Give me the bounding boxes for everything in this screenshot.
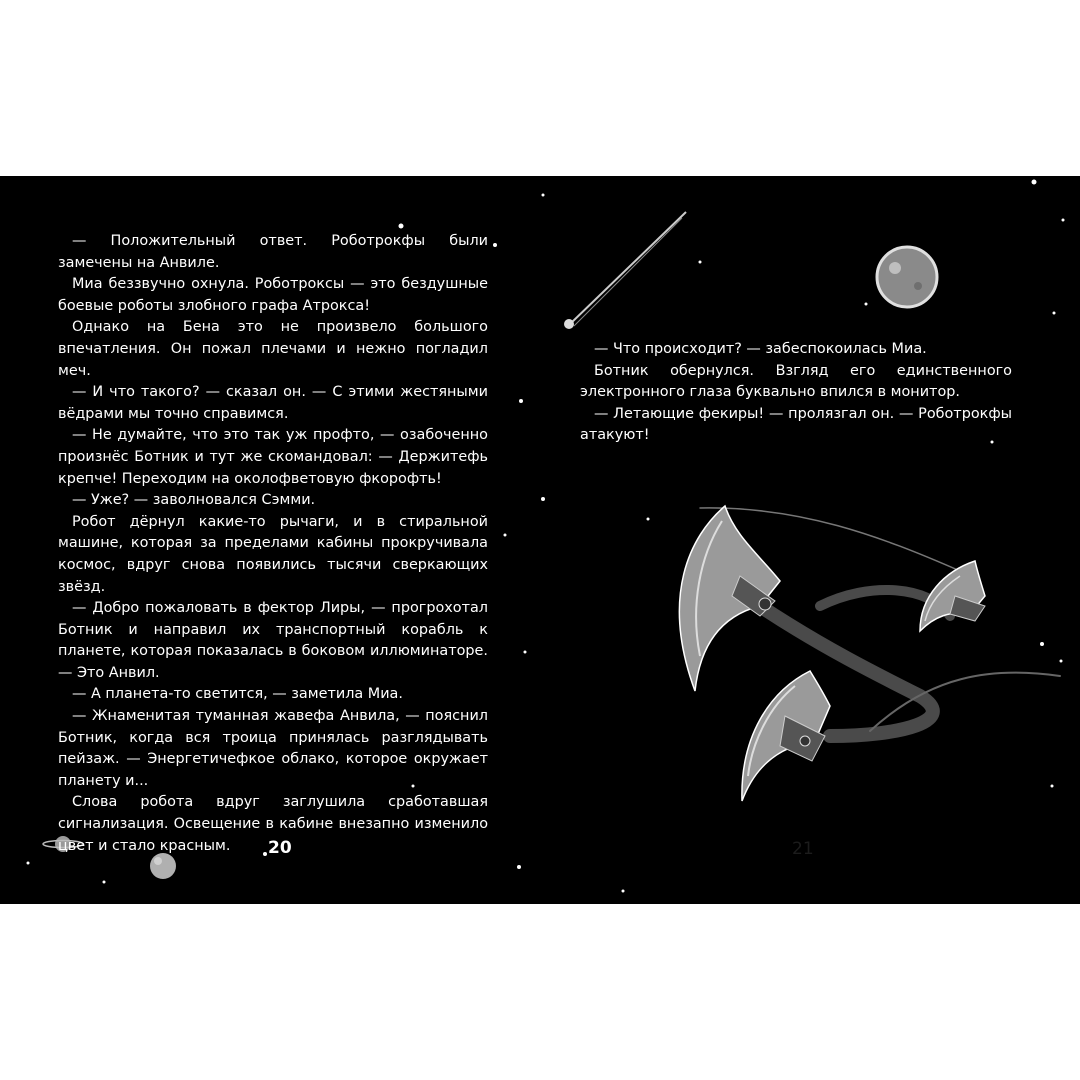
paragraph: Робот дёрнул какие-то рычаги, и в стиральной машине, которая за пределами кабины прокручивала космос, вдруг снова появились тысячи сверкающих звёзд. bbox=[58, 513, 488, 595]
paragraph: — Что происходит? — забеспокоилась Миа. bbox=[594, 341, 927, 357]
paragraph: — И что такого? — сказал он. — С этими жестяными вёдрами мы точно справимся. bbox=[58, 384, 488, 422]
paragraph: Однако на Бена это не произвело большого впечатления. Он пожал плечами и нежно погладил меч. bbox=[58, 319, 488, 379]
paragraph: — Жнаменитая туманная жавефа Анвила, — пояснил Ботник, когда вся троица принялась разглядывать пейзаж. — Энергетичефкое облако, которое окружает планету и... bbox=[58, 708, 488, 789]
paragraph: Ботник обернулся. Взгляд его единственного электронного глаза буквально впился в монитор. bbox=[580, 362, 1012, 401]
paragraph: — А планета-то светится, — заметила Миа. bbox=[72, 686, 403, 703]
paragraph: Слова робота вдруг заглушила сработавшая сигнализация. Освещение в кабине внезапно изменило цвет и стало красным. bbox=[58, 794, 488, 854]
paragraph: — Летающие фекиры! — пролязгал он. — Роботрокфы атакуют! bbox=[580, 405, 1012, 444]
book-spread bbox=[0, 176, 1080, 904]
left-page-text bbox=[58, 231, 488, 857]
paragraph: Миа беззвучно охнула. Роботроксы — это бездушные боевые роботы злобного графа Атрокса! bbox=[58, 276, 488, 314]
right-page bbox=[540, 176, 1080, 904]
paragraph: — Не думайте, что это так уж профто, — озабоченно произнёс Ботник и тут же скомандовал: — Держитефь крепче! Переходим на околофветовую фкорофть! bbox=[58, 427, 488, 487]
page-number-left: 20 bbox=[268, 838, 292, 858]
paragraph: — Добро пожаловать в фектор Лиры, — прогрохотал Ботник и направил их транспортный корабль к планете, которая показалась в боковом иллюминаторе. — Это Анвил. bbox=[58, 600, 488, 681]
paragraph: — Уже? — заволновался Сэмми. bbox=[72, 492, 316, 509]
page-number-right: 21 bbox=[792, 839, 814, 859]
paragraph: — Положительный ответ. Роботрокфы были замечены на Анвиле. bbox=[58, 233, 488, 271]
right-page-text bbox=[580, 339, 1012, 447]
